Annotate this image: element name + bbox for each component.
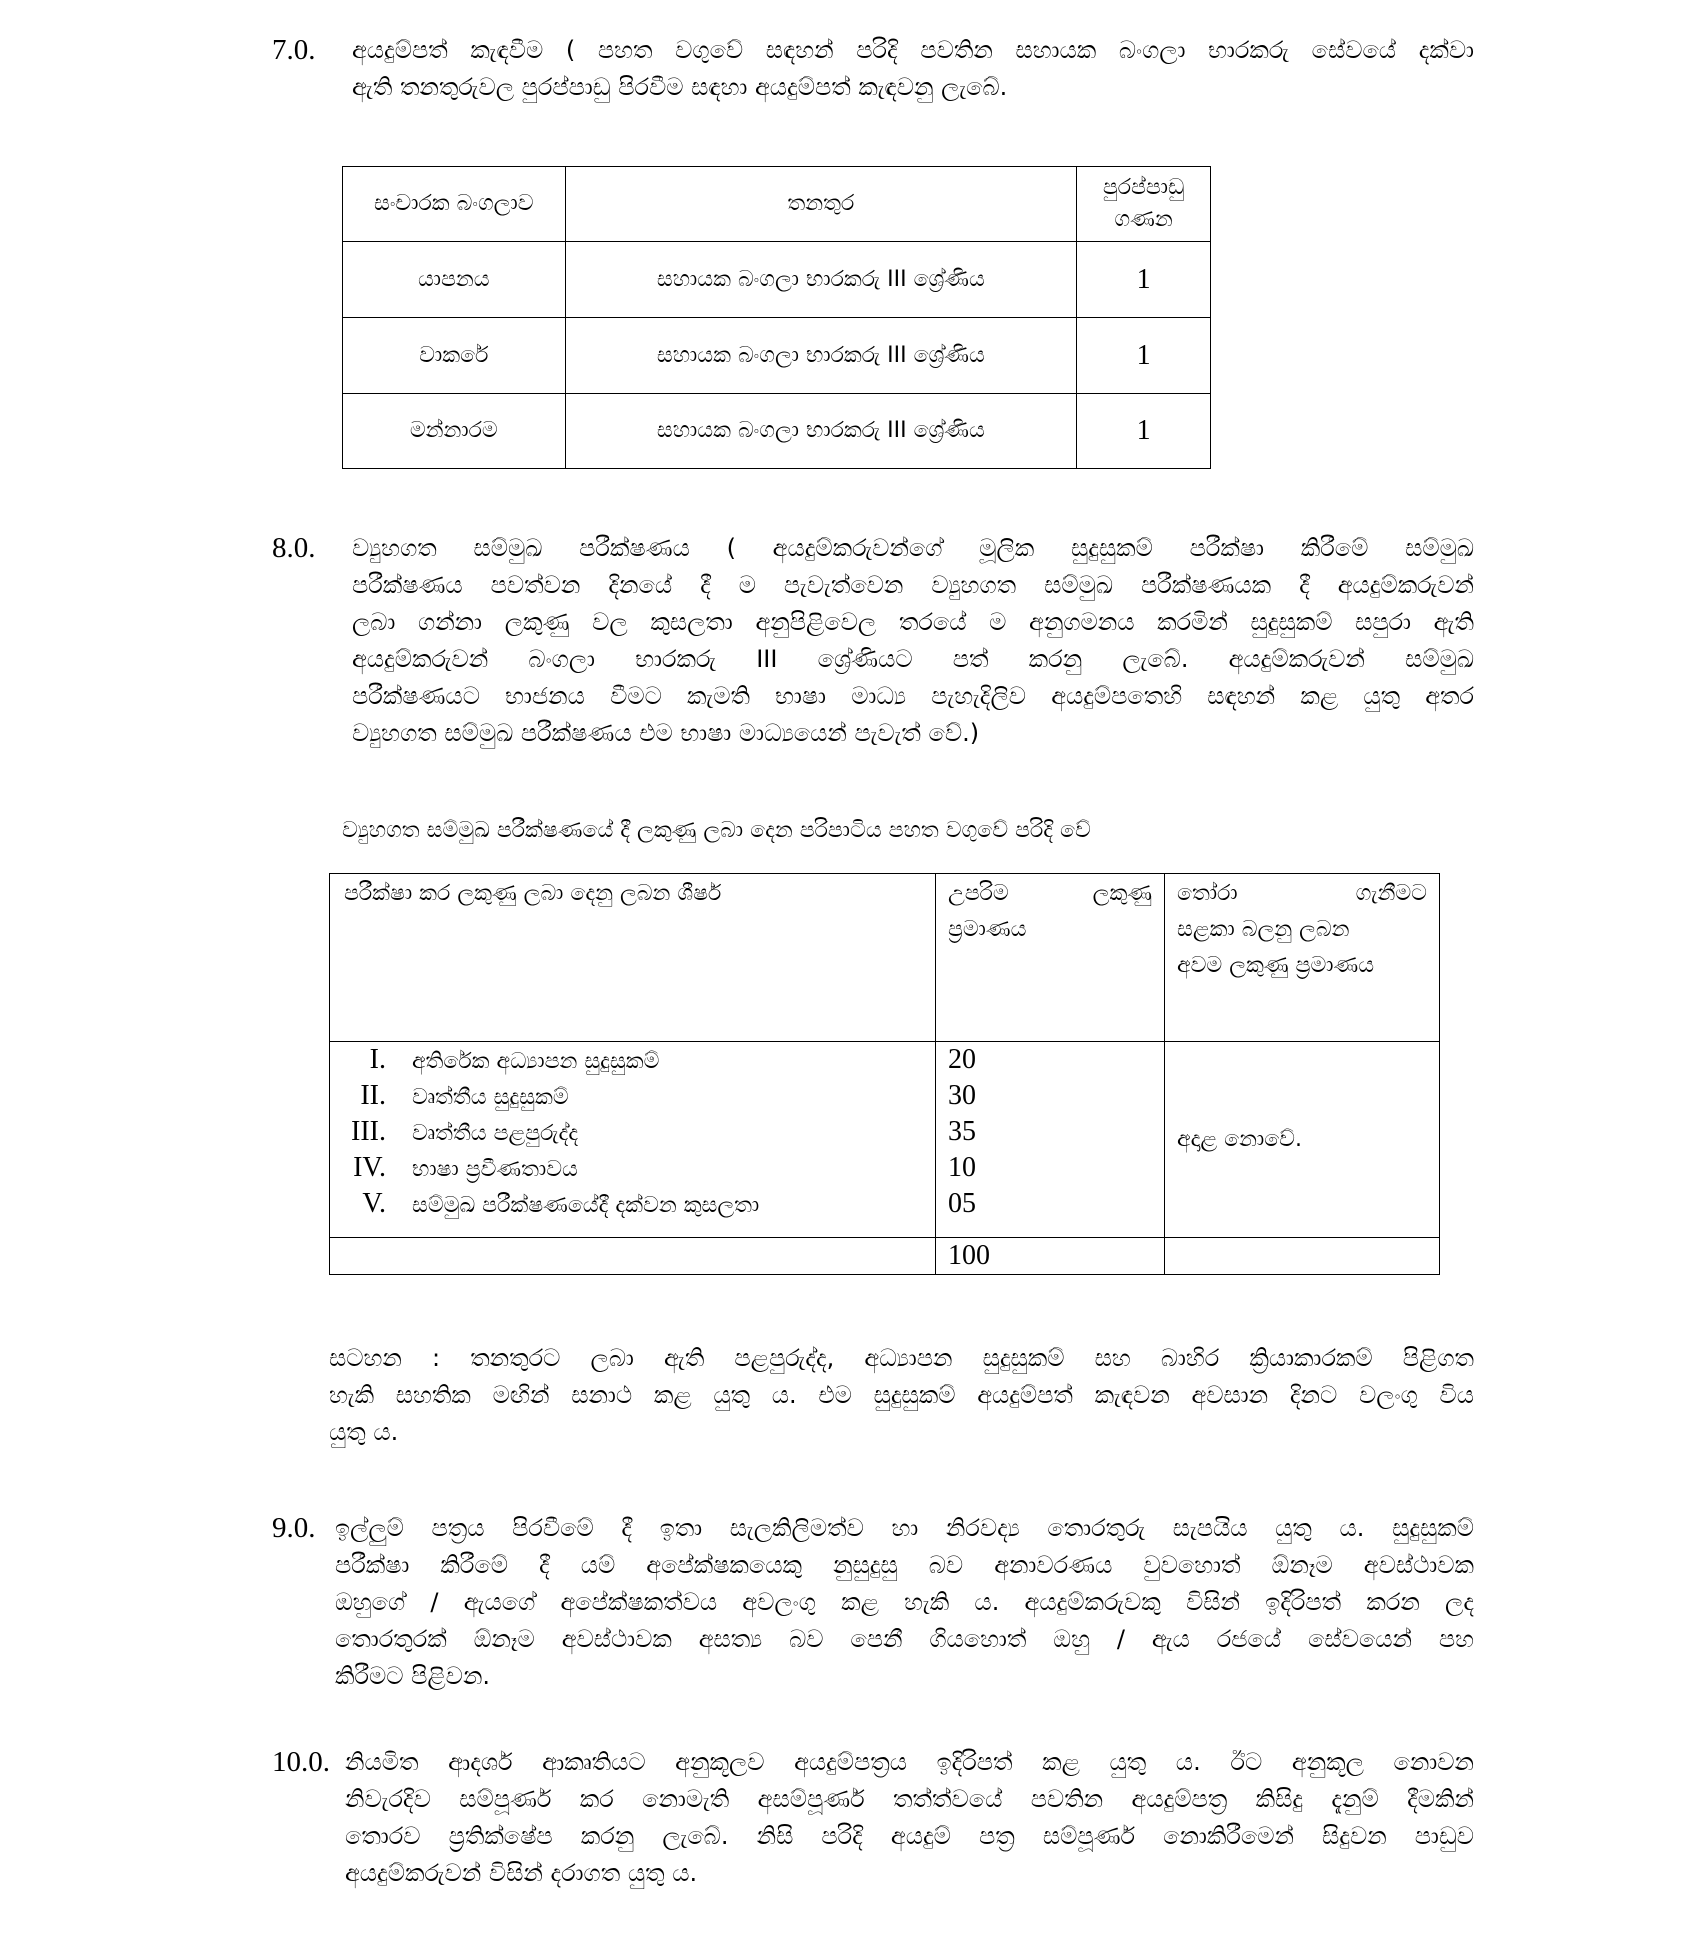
- total-min-cell: [1165, 1238, 1440, 1275]
- section-8-text: [352, 530, 1474, 752]
- header-min-marks-line: අවම ලකුණු ප්‍රමාණය: [1177, 953, 1375, 978]
- criteria-item: IV. භාෂා ප්‍රවීණතාවය: [353, 1152, 578, 1183]
- text-line: තොරතුරක් ඕනෑම අවස්ථාවක අසත්‍ය බව පෙනී ගියහොත් ඔහු / ඇය රජයේ සේවයෙන් පහ: [335, 1625, 1474, 1653]
- table-total-row: [330, 1238, 1440, 1275]
- max-marks-value: 05: [947, 1188, 976, 1219]
- max-marks-list: [935, 1042, 1164, 1238]
- cell-vacancies: 1: [1077, 242, 1211, 318]
- criteria-item: III. වෘත්තීය පළපුරුද්ද: [351, 1116, 579, 1147]
- criteria-item: II. වෘත්තීය සුදුසුකම්: [360, 1080, 569, 1111]
- cell-post: සහායක බංගලා භාරකරු III ශ්‍රේණිය: [565, 394, 1077, 469]
- note-text: [329, 1340, 1474, 1451]
- text-line: අයදුම්කරුවන් විසින් දරාගත යුතු ය.: [345, 1859, 698, 1887]
- text-line: නිවැරදිව සම්පූර්ණ කර නොමැති අසම්පූර්ණ තත්ත්වයේ පවතින අයදුම්පත්‍ර කිසිදු දැනුම් දීමකින්: [345, 1785, 1474, 1813]
- section-10-text: [345, 1744, 1474, 1892]
- cell-vacancies: 1: [1077, 318, 1211, 394]
- text-line: ලබා ගන්නා ලකුණු වල කුසලතා අනුපිළිවෙල තරයේ ම අනුගමනය කරමින් සුදුසුකම් සපුරා ඇති: [352, 608, 1474, 636]
- cell-vacancies: 1: [1077, 394, 1211, 469]
- header-criteria-label: පරීක්ෂා කර ලකුණු ලබා දෙනු ලබන ශීර්ෂ: [344, 881, 722, 906]
- max-marks-value: 10: [947, 1152, 976, 1183]
- cell-bungalow: යාපනය: [343, 242, 566, 318]
- text-line: සටහන : තනතුරට ලබා ඇති පළපුරුද්ද, අධ්‍යාපන සුදුසුකම් සහ බාහිර ක්‍රියාකාරකම් පිළිගත: [329, 1344, 1474, 1372]
- table-row: [343, 242, 1211, 318]
- criteria-item: I. අතිරේක අධ්‍යාපන සුදුසුකම්: [369, 1044, 660, 1075]
- marks-table-caption: ව්‍යුහගත සම්මුඛ පරීක්ෂණයේ දී ලකුණු ලබා දෙන පරිපාටිය පහත වගුවේ පරිදි වේ: [342, 818, 1091, 843]
- cell-bungalow: මන්නාරම: [343, 394, 566, 469]
- max-marks-value: 35: [947, 1116, 976, 1147]
- text-line: ව්‍යුහගත සම්මුඛ පරීක්ෂණය එම භාෂා මාධ්‍යයෙන් පැවැත් වේ.): [352, 719, 980, 747]
- text-line: ඉල්ලුම් පත්‍රය පිරවීමේ දී ඉතා සැලකිලිමත්ව හා නිරවද්‍ය තොරතුරු සැපයිය යුතු ය. සුදුසුකම්: [335, 1514, 1474, 1542]
- min-marks-value: අදාළ නොවේ.: [1165, 1042, 1440, 1238]
- text-line: තොරව ප්‍රතික්ෂේප කරනු ලැබේ. නිසි පරිදි අයදුම් පත්‍ර සම්පූර්ණ නොකිරීමෙන් සිදුවන පාඩුව: [345, 1822, 1474, 1850]
- text-line: පරීක්ෂණයට භාජනය වීමට කැමති භාෂා මාධ්‍ය පැහැදිලිව අයදුම්පතෙහි සඳහන් කළ යුතු අතර: [352, 682, 1474, 710]
- text-line: ඇති තනතුරුවල පුරප්පාඩු පිරවීම සඳහා අයදුම්පත් කැඳවනු ලැබේ.: [352, 73, 1008, 101]
- criteria-list: [330, 1042, 936, 1238]
- section-9-number: 9.0.: [272, 1512, 316, 1544]
- header-max-marks: [935, 874, 1164, 1042]
- marks-table: [329, 873, 1440, 1275]
- header-criteria: [330, 874, 936, 1042]
- text-line: හැකි සහතික මඟින් සනාථ කළ යුතු ය. එම සුදුසුකම් අයදුම්පත් කැඳවන අවසාන දිනට වලංගු විය: [329, 1381, 1474, 1409]
- total-marks: 100: [935, 1238, 1164, 1275]
- cell-post: සහායක බංගලා භාරකරු III ශ්‍රේණිය: [565, 318, 1077, 394]
- cell-post: සහායක බංගලා භාරකරු III ශ්‍රේණිය: [565, 242, 1077, 318]
- header-max-marks-line: උපරිම ලකුණු: [947, 881, 1153, 906]
- text-line: යුතු ය.: [329, 1418, 399, 1446]
- vacancy-table: [342, 166, 1211, 469]
- text-line: ව්‍යුහගත සම්මුඛ පරීක්ෂණය ( අයදුම්කරුවන්ගේ මූලික සුදුසුකම් පරීක්ෂා කිරීමේ සම්මුඛ: [352, 534, 1474, 562]
- header-post: තනතුර: [565, 167, 1077, 242]
- table-row: [330, 1042, 1440, 1238]
- table-header-row: [330, 874, 1440, 1042]
- header-max-marks-line: ප්‍රමාණය: [947, 917, 1027, 942]
- table-row: [343, 318, 1211, 394]
- text-line: ඔහුගේ / ඇයගේ අපේක්ෂකත්වය අවලංගු කළ හැකි ය. අයදුම්කරුවකු විසින් ඉදිරිපත් කරන ලද: [335, 1588, 1474, 1616]
- header-min-marks-line: සළකා බලනු ලබන: [1177, 917, 1350, 942]
- text-line: නියමිත ආදර්ශ ආකෘතියට අනුකූලව අයදුම්පත්‍රය ඉදිරිපත් කළ යුතු ය. ඊට අනුකූල නොවන: [345, 1748, 1474, 1776]
- header-min-marks-line: තෝරා ගැනීමට: [1177, 881, 1427, 906]
- text-line: පරීක්ෂා කිරීමේ දී යම් අපේක්ෂකයෙකු නුසුදුසු බව අනාවරණය වුවහොත් ඕනෑම අවස්ථාවක: [335, 1551, 1474, 1579]
- section-8-number: 8.0.: [272, 532, 316, 564]
- section-10-number: 10.0.: [272, 1746, 330, 1778]
- max-marks-value: 20: [947, 1044, 976, 1075]
- text-line: අයදුම්පත් කැඳවීම ( පහත වගුවේ සඳහන් පරිදි පවතින සහායක බංගලා භාරකරු සේවයේ දක්වා: [352, 36, 1474, 64]
- table-row: [343, 394, 1211, 469]
- cell-bungalow: වාකරේ: [343, 318, 566, 394]
- section-7-number: 7.0.: [272, 34, 316, 66]
- section-9-text: [335, 1510, 1474, 1695]
- max-marks-value: 30: [947, 1080, 976, 1111]
- text-line: අයදුම්කරුවන් බංගලා භාරකරු III ශ්‍රේණියට පත් කරනු ලැබේ. අයදුම්කරුවන් සම්මුඛ: [352, 645, 1474, 673]
- header-min-marks: [1165, 874, 1440, 1042]
- text-line: පරීක්ෂණය පවත්වන දිනයේ දී ම පැවැත්වෙන ව්‍යුහගත සම්මුඛ පරීක්ෂණයක දී අයදුම්කරුවන්: [352, 571, 1474, 599]
- table-header-row: [343, 167, 1211, 242]
- criteria-item: V. සම්මුඛ පරීක්ෂණයේදී දක්වන කුසලතා: [362, 1188, 760, 1219]
- header-bungalow: සංචාරක බංගලාව: [343, 167, 566, 242]
- section-7-text: [352, 32, 1474, 106]
- header-vacancies: පුරප්පාඩු ගණන: [1077, 167, 1211, 242]
- text-line: කිරීමට පිළිවන.: [335, 1662, 491, 1690]
- total-label-cell: [330, 1238, 936, 1275]
